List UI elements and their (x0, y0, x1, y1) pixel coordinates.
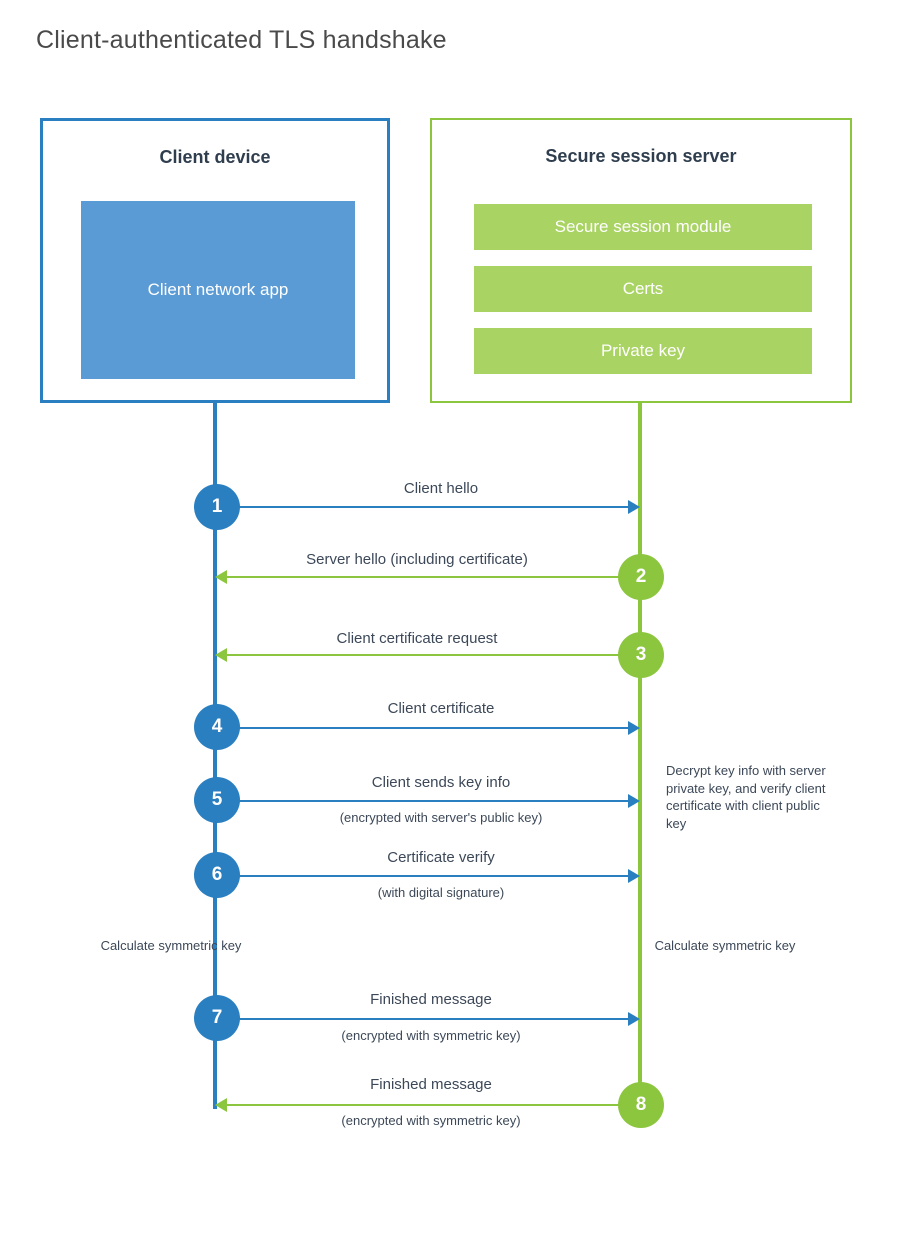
client-network-app: Client network app (81, 201, 355, 379)
step-label-6: Certificate verify (387, 849, 495, 866)
client-device-box (40, 118, 390, 403)
step-label-4: Client certificate (387, 700, 495, 717)
step-label-2: Server hello (including certificate) (306, 551, 528, 568)
step-label-7: Finished message (370, 991, 492, 1008)
page-title: Client-authenticated TLS handshake (36, 26, 447, 54)
step-circle-3: 3 (618, 632, 664, 678)
client-device-title: Client device (159, 147, 271, 167)
step-circle-4: 4 (194, 704, 240, 750)
note-client-calculate-symmetric-key: Calculate symmetric key (100, 938, 242, 953)
note-server-calculate-symmetric-key: Calculate symmetric key (654, 938, 796, 953)
step-circle-8: 8 (618, 1082, 664, 1128)
step-label-5: Client sends key info (371, 774, 511, 791)
server-component-private-key: Private key (474, 328, 812, 374)
step-circle-1: 1 (194, 484, 240, 530)
step-label-3: Client certificate request (336, 630, 498, 647)
step-sublabel-8: (encrypted with symmetric key) (341, 1113, 521, 1128)
secure-session-server-title: Secure session server (545, 146, 737, 166)
note-server-decrypt: Decrypt key info with server private key, and verify client certificate with client public key (666, 763, 826, 831)
secure-session-server-box (430, 118, 852, 403)
step-circle-6: 6 (194, 852, 240, 898)
server-component-certs: Certs (474, 266, 812, 312)
step-circle-5: 5 (194, 777, 240, 823)
step-label-1: Client hello (403, 480, 479, 497)
step-sublabel-5: (encrypted with server's public key) (339, 810, 543, 825)
step-sublabel-7: (encrypted with symmetric key) (341, 1028, 521, 1043)
step-circle-7: 7 (194, 995, 240, 1041)
step-circle-2: 2 (618, 554, 664, 600)
step-label-8: Finished message (370, 1076, 492, 1093)
step-sublabel-6: (with digital signature) (377, 885, 505, 900)
server-component-secure-session-module: Secure session module (474, 204, 812, 250)
